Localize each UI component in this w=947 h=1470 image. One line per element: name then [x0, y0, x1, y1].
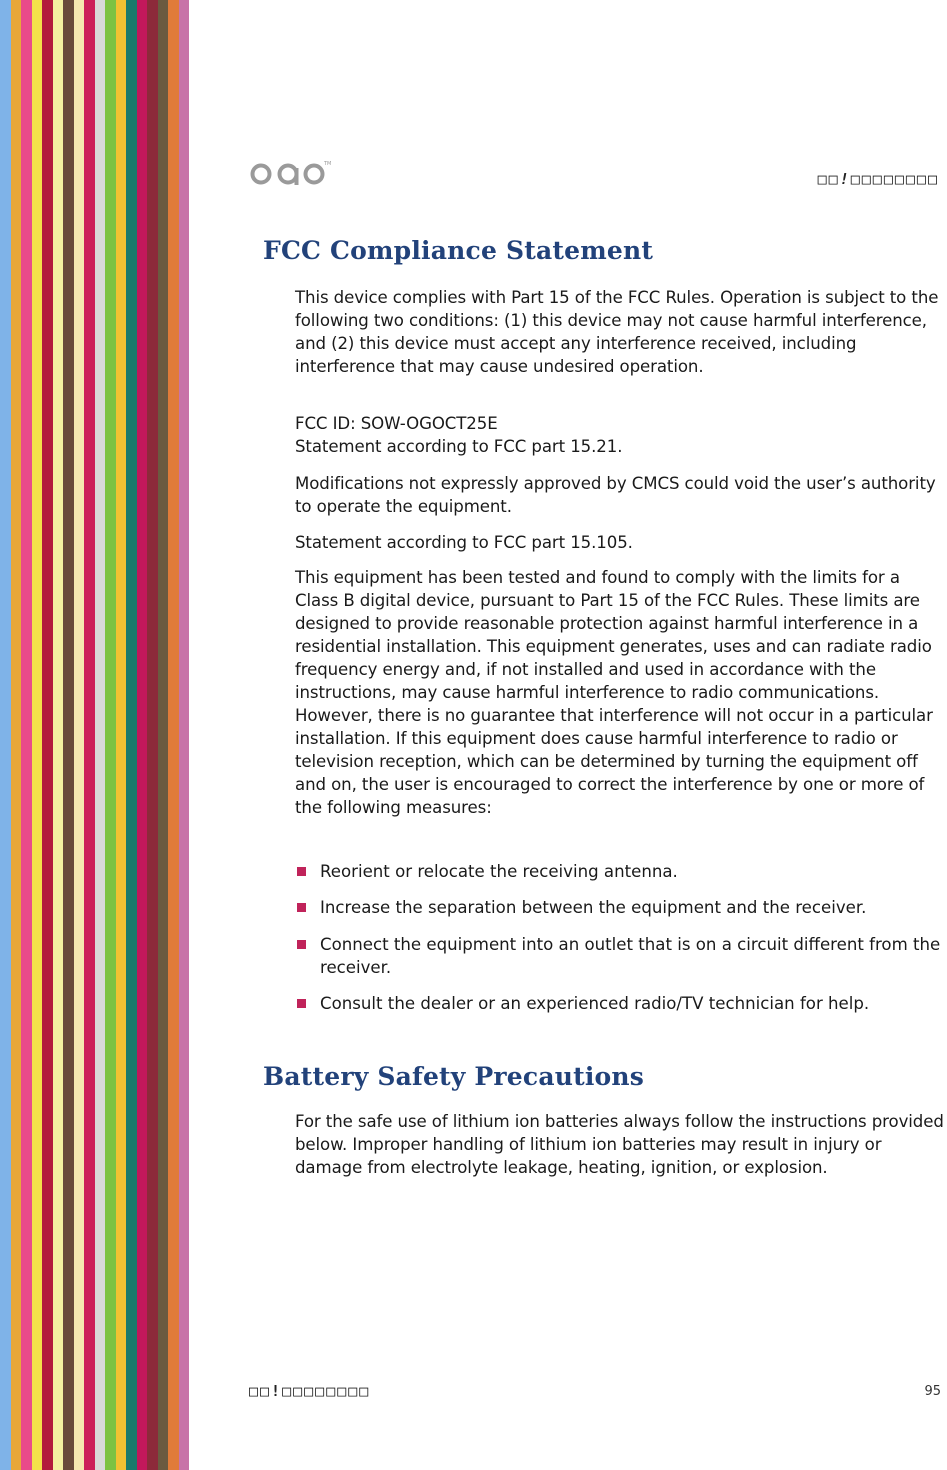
page-number: 95 [924, 1384, 941, 1399]
color-stripe [21, 0, 32, 1470]
color-stripe [32, 0, 43, 1470]
color-stripe [168, 0, 179, 1470]
color-stripe [11, 0, 22, 1470]
color-stripe [95, 0, 106, 1470]
fcc-paragraph-conditions: This device complies with Part 15 of the FCC Rules. Operation is subject to the following two conditions: (1) this device may not cause harmful interference, and (2) this device must accept any interference received, including interference that may cause undesired operation. [295, 288, 939, 376]
color-stripe [137, 0, 148, 1470]
measure-list-item: Reorient or relocate the receiving antenna. [296, 860, 946, 883]
header-code: □□!□□□□□□□□ [817, 170, 939, 188]
color-stripe [116, 0, 127, 1470]
modifications-paragraph: Modifications not expressly approved by CMCS could void the user’s authority to operate the equipment. [295, 474, 936, 516]
color-stripe-border [0, 0, 200, 1470]
color-stripe [147, 0, 158, 1470]
bullet-square-icon [297, 940, 306, 949]
bullet-square-icon [297, 999, 306, 1008]
statement-15-21: Statement according to FCC part 15.21. [295, 437, 623, 456]
color-stripe [42, 0, 53, 1470]
color-stripe [105, 0, 116, 1470]
color-stripe [74, 0, 85, 1470]
fcc-id-block [295, 412, 945, 458]
color-stripe [53, 0, 64, 1470]
equipment-paragraph: This equipment has been tested and found to comply with the limits for a Class B digital device, pursuant to Part 15 of the FCC Rules. These limits are designed to provide reasonable protection against harmful interference in a residential installation. This equipment generates, uses and can radiate radio frequency energy and, if not installed and used in accordance with the instructions, may cause harmful interference to radio communications. However, there is no guarantee that interference will not occur in a particular installation. If this equipment does cause harmful interference to radio or television reception, which can be determined by turning the equipment off and on, the user is encouraged to correct the interference by one or more of the following measures: [295, 568, 933, 817]
measure-list-item: Connect the equipment into an outlet that is on a circuit different from the receiver. [296, 933, 946, 979]
measure-list-item: Increase the separation between the equipment and the receiver. [296, 896, 946, 919]
footer-code: □□!□□□□□□□□ [249, 1382, 371, 1400]
bullet-square-icon [297, 867, 306, 876]
measure-list-item: Consult the dealer or an experienced radio/TV technician for help. [296, 992, 946, 1015]
color-stripe [63, 0, 74, 1470]
fcc-heading: FCC Compliance Statement [263, 236, 654, 265]
svg-text:TM: TM [324, 161, 332, 167]
color-stripe [84, 0, 95, 1470]
color-stripe [126, 0, 137, 1470]
color-stripe [0, 0, 11, 1470]
fcc-id: FCC ID: SOW-OGOCT25E [295, 414, 498, 433]
ogo-logo [250, 158, 330, 188]
color-stripe [179, 0, 190, 1470]
bullet-square-icon [297, 903, 306, 912]
battery-paragraph: For the safe use of lithium ion batteries always follow the instructions provided below. Improper handling of lithium ion batteries may result in injury or damage from electrolyte leakage, heating, ignition, or explosion. [295, 1112, 944, 1177]
color-stripe [158, 0, 169, 1470]
battery-heading: Battery Safety Precautions [263, 1062, 645, 1091]
statement-15-105: Statement according to FCC part 15.105. [295, 533, 633, 552]
